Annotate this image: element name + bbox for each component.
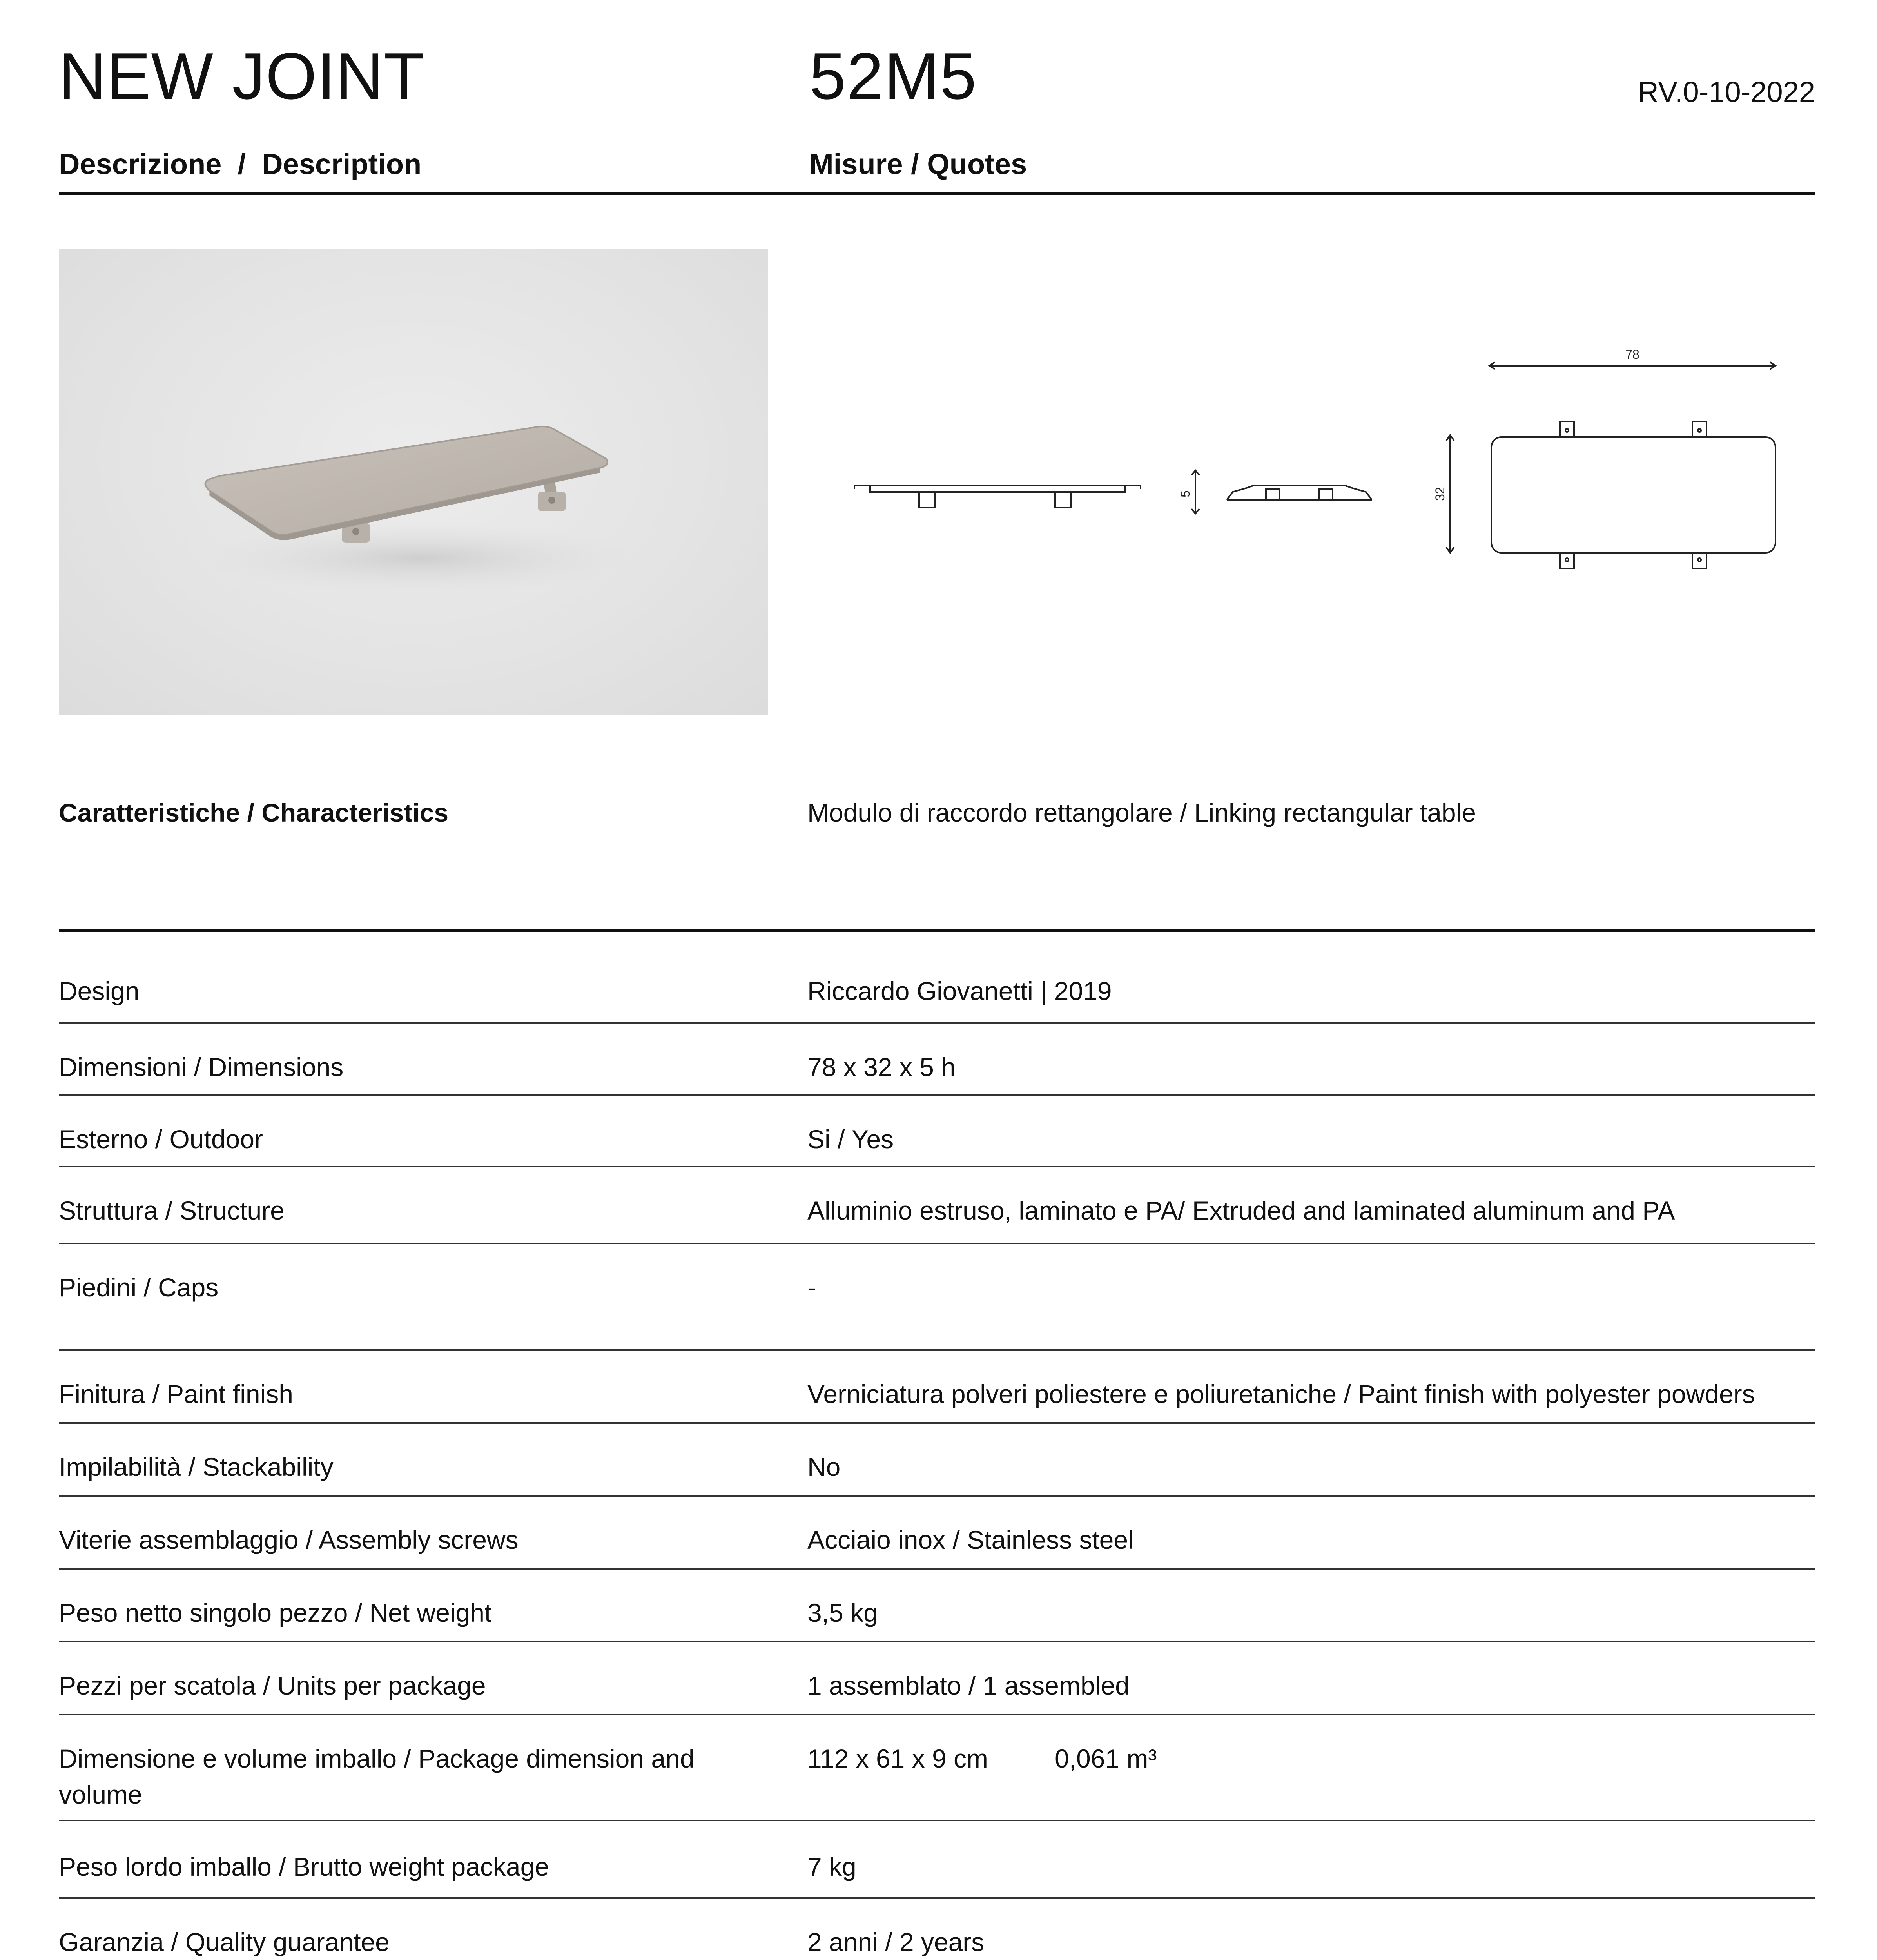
front-view	[854, 485, 1141, 508]
table-row	[59, 1899, 1815, 1960]
header-rule	[59, 192, 1815, 195]
table-row	[59, 1642, 1815, 1715]
table-row	[59, 1821, 1815, 1899]
package-volume: 0,061 m³	[1055, 1744, 1157, 1773]
table-row	[59, 930, 1815, 1024]
spec-value: 2 anni / 2 years	[807, 1927, 985, 1956]
spec-label: Pezzi per scatola / Units per package	[59, 1671, 486, 1700]
spec-value: 3,5 kg	[807, 1598, 878, 1627]
depth-dimension	[1446, 435, 1454, 553]
spec-label: Dimensioni / Dimensions	[59, 1053, 344, 1082]
table-row	[59, 1497, 1815, 1570]
product-render	[59, 249, 768, 715]
product-photo	[59, 249, 768, 715]
spec-label: Design	[59, 976, 140, 1005]
table-row	[59, 1244, 1815, 1351]
spec-value	[807, 1740, 1157, 1777]
spec-label: Finitura / Paint finish	[59, 1379, 293, 1408]
spec-label: Impilabilità / Stackability	[59, 1452, 334, 1481]
product-code: 52M5	[809, 39, 977, 113]
quotes-title: Misure / Quotes	[809, 148, 1027, 180]
description-title: Descrizione / Description	[59, 148, 422, 180]
table-row	[59, 1424, 1815, 1497]
spec-label: Piedini / Caps	[59, 1273, 219, 1302]
table-row	[59, 1570, 1815, 1642]
package-dimension: 112 x 61 x 9 cm	[807, 1744, 988, 1773]
height-dimension-label: 5	[1178, 490, 1192, 497]
spec-value: Riccardo Giovanetti | 2019	[807, 976, 1112, 1005]
table-row	[59, 1024, 1815, 1096]
spec-label: Garanzia / Quality guarantee	[59, 1927, 390, 1956]
spec-label: Esterno / Outdoor	[59, 1125, 263, 1154]
spec-value: Si / Yes	[807, 1125, 894, 1154]
table-row	[59, 1096, 1815, 1167]
spec-label: Struttura / Structure	[59, 1196, 285, 1225]
table-row	[59, 1715, 1815, 1821]
height-dimension	[1191, 470, 1199, 514]
table-row	[59, 1167, 1815, 1244]
spec-value: Verniciatura polveri poliestere e poliuretaniche / Paint finish with polyester powders	[807, 1379, 1755, 1408]
product-name: NEW JOINT	[59, 39, 424, 113]
spec-value: -	[807, 1273, 816, 1302]
spec-table	[59, 930, 1815, 1960]
depth-dimension-label: 32	[1433, 487, 1447, 501]
spec-label: Dimensione e volume imballo / Package dimension and volume	[59, 1744, 695, 1809]
spec-label: Peso netto singolo pezzo / Net weight	[59, 1598, 492, 1627]
side-view	[1227, 485, 1372, 500]
revision-label: RV.0-10-2022	[1638, 76, 1815, 108]
spec-value: No	[807, 1452, 841, 1481]
plan-view	[1491, 421, 1775, 568]
spec-value: 78 x 32 x 5 h	[807, 1053, 956, 1082]
table-row	[59, 1351, 1815, 1424]
width-dimension-label: 78	[1625, 347, 1639, 361]
spec-label: Viterie assemblaggio / Assembly screws	[59, 1525, 519, 1554]
spec-value: 7 kg	[807, 1852, 856, 1881]
spec-value: Acciaio inox / Stainless steel	[807, 1525, 1134, 1554]
spec-value: 1 assemblato / 1 assembled	[807, 1671, 1130, 1700]
spec-value: Alluminio estruso, laminato e PA/ Extruded and laminated aluminum and PA	[807, 1196, 1675, 1225]
width-dimension	[1489, 362, 1775, 369]
technical-drawing	[823, 321, 1803, 588]
characteristics-label: Caratteristiche / Characteristics	[59, 798, 449, 827]
spec-label: Peso lordo imballo / Brutto weight package	[59, 1852, 549, 1881]
characteristics-value: Modulo di raccordo rettangolare / Linking rectangular table	[807, 798, 1476, 827]
